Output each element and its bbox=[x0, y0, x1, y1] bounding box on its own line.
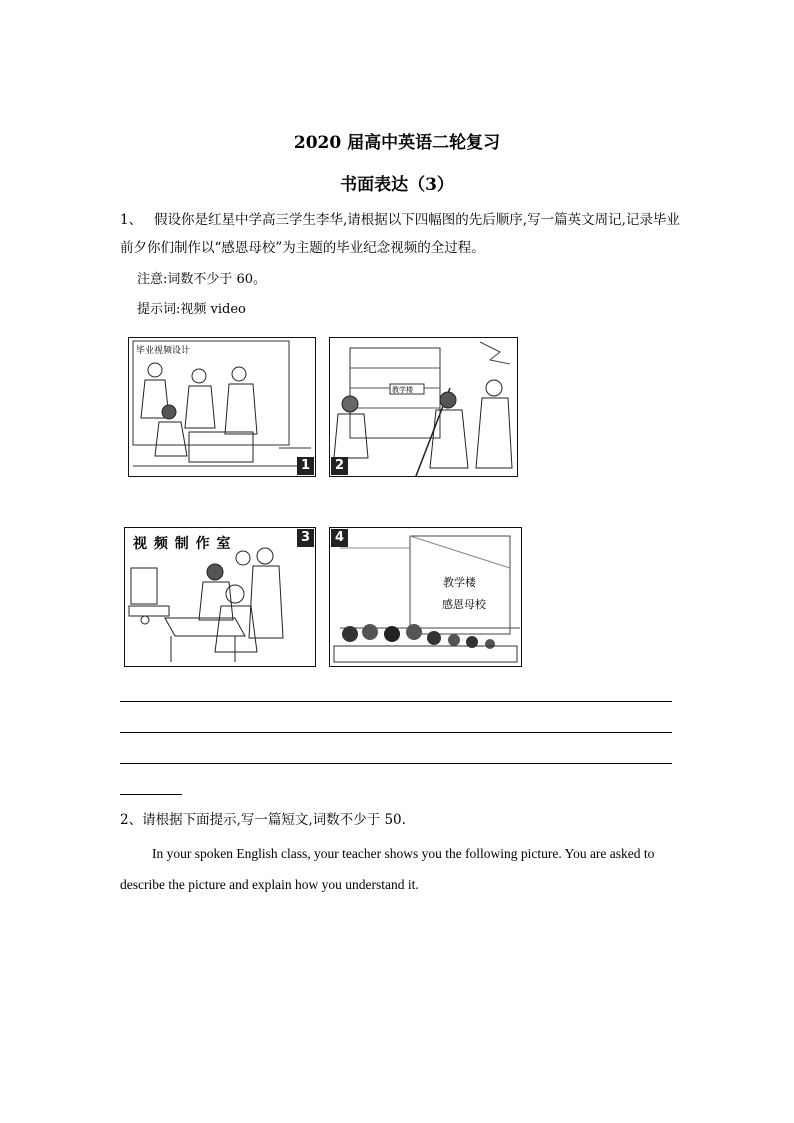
question-1-number: 1、 bbox=[120, 212, 143, 228]
picture-3 bbox=[124, 527, 316, 667]
picture-4-caption-bottom: 感恩母校 bbox=[442, 598, 486, 611]
answer-line bbox=[120, 732, 672, 733]
question-1-prompt bbox=[120, 206, 680, 262]
picture-1-number: 1 bbox=[297, 457, 314, 475]
picture-4-number: 4 bbox=[331, 529, 348, 547]
question-1-note: 注意:词数不少于 60。 bbox=[137, 272, 267, 287]
picture-2-scene bbox=[330, 338, 517, 476]
picture-2 bbox=[329, 337, 518, 477]
question-2-prompt: 2、请根据下面提示,写一篇短文,词数不少于 50. bbox=[120, 812, 406, 828]
picture-4-scene bbox=[330, 528, 521, 666]
question-2-body: In your spoken English class, your teacher shows you the following picture. You are asked to describe the picture and explain how you understand it. bbox=[120, 846, 655, 892]
page-title: 2020 届高中英语二轮复习 bbox=[293, 133, 501, 153]
page-subtitle: 书面表达（3） bbox=[340, 175, 454, 195]
answer-line-short bbox=[120, 794, 182, 795]
picture-4 bbox=[329, 527, 522, 667]
picture-3-caption: 视 频 制 作 室 bbox=[133, 536, 232, 552]
picture-1 bbox=[128, 337, 316, 477]
question-1-text: 假设你是红星中学高三学生李华,请根据以下四幅图的先后顺序,写一篇英文周记,记录毕业前夕你们制作以“感恩母校”为主题的毕业纪念视频的全过程。 bbox=[120, 212, 680, 256]
answer-line bbox=[120, 763, 672, 764]
picture-3-number: 3 bbox=[297, 529, 314, 547]
picture-1-scene bbox=[129, 338, 315, 476]
picture-4-caption-top: 教学楼 bbox=[443, 576, 476, 589]
question-1-hint: 提示词:视频 video bbox=[137, 302, 246, 317]
answer-line bbox=[120, 701, 672, 702]
picture-1-caption: 毕业视频设计 bbox=[136, 346, 191, 356]
picture-2-caption: 教学楼 bbox=[392, 386, 413, 394]
picture-2-number: 2 bbox=[331, 457, 348, 475]
